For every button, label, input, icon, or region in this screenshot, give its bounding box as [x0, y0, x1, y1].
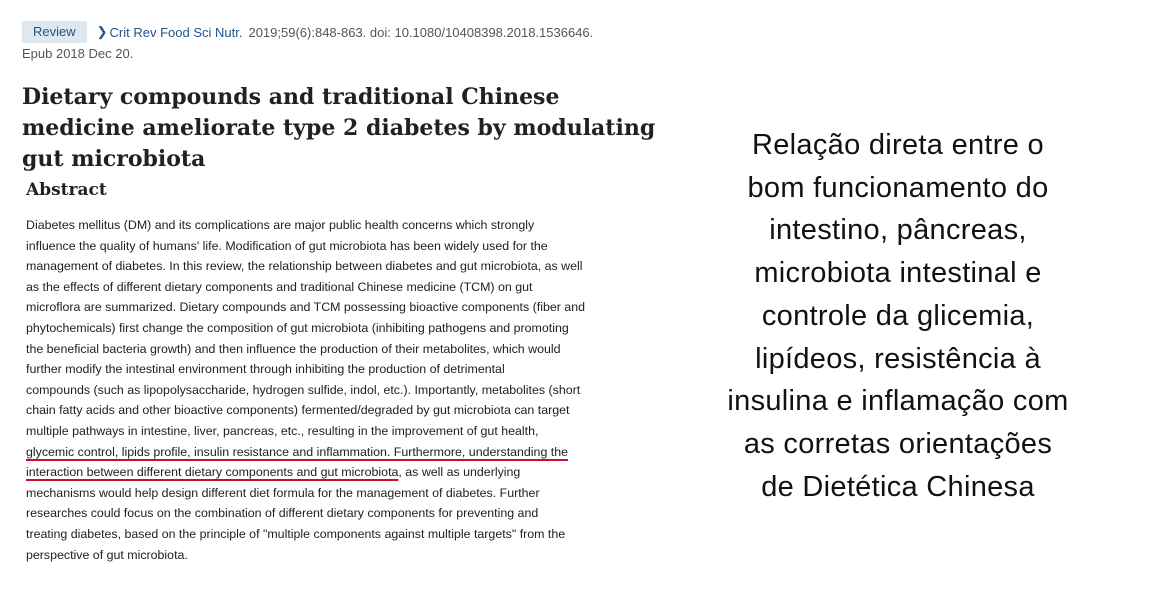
- note-line: de Dietética Chinesa: [761, 470, 1035, 503]
- citation-line: [22, 21, 662, 43]
- abstract-line: chain fatty acids and other bioactive components) fermented/degraded by gut microbiota can target: [26, 403, 570, 418]
- citation: [22, 21, 662, 61]
- highlighted-text: interaction between different dietary components and gut microbiota: [26, 465, 399, 480]
- abstract-line: microflora are summarized. Dietary compounds and TCM possessing bioactive components (fiber and: [26, 300, 585, 315]
- note-line: controle da glicemia,: [761, 299, 1035, 332]
- article-title: Dietary compounds and traditional Chinese medicine ameliorate type 2 diabetes by modulating gut microbiota: [22, 84, 656, 172]
- abstract-line: influence the quality of humans' life. Modification of gut microbiota has been widely used for the: [26, 238, 548, 253]
- abstract-line: the beneficial bacteria growth) and then influence the production of their metabolites, which would: [26, 341, 561, 356]
- abstract-line-rest: , as well as underlying: [398, 465, 521, 480]
- note-line: Relação direta entre o: [752, 129, 1044, 161]
- chevron-right-icon: ❯: [96, 24, 108, 39]
- citation-meta: 2019;59(6):848-863. doi: 10.1080/10408398.2018.1536646.: [248, 24, 594, 40]
- note-line: microbiota intestinal e: [754, 257, 1042, 290]
- note-line: as corretas orientações: [743, 427, 1053, 460]
- abstract-line: phytochemicals) first change the composition of gut microbiota (inhibiting pathogens and promoting: [26, 320, 569, 335]
- note-line: bom funcionamento do: [747, 171, 1049, 204]
- journal-link[interactable]: Crit Rev Food Sci Nutr.: [109, 24, 243, 40]
- note-line: intestino, pâncreas,: [769, 214, 1027, 247]
- abstract-line-highlighted: [26, 462, 648, 483]
- abstract-text: [26, 215, 648, 565]
- abstract-heading: Abstract: [26, 180, 107, 200]
- abstract-line: multiple pathways in intestine, liver, pancreas, etc., resulting in the improvement of gut health,: [26, 423, 539, 438]
- abstract-line-highlighted: [26, 442, 648, 463]
- epub-date: Epub 2018 Dec 20.: [22, 46, 134, 61]
- note-line: insulina e inflamação com: [727, 385, 1069, 418]
- abstract-line: treating diabetes, based on the principle of "multiple components against multiple targets" from the: [26, 526, 566, 541]
- abstract-line: further modify the intestinal environment through inhibiting the production of detrimental: [26, 362, 505, 377]
- abstract-line: management of diabetes. In this review, the relationship between diabetes and gut microbiota, as well: [26, 259, 583, 274]
- annotation-note: [686, 124, 1110, 508]
- abstract-line: mechanisms would help design different diet formula for the management of diabetes. Further: [26, 485, 540, 500]
- review-badge[interactable]: Review: [22, 21, 87, 43]
- abstract-line: perspective of gut microbiota.: [26, 547, 188, 562]
- abstract-line: researches could focus on the combination of different dietary components for preventing and: [26, 506, 539, 521]
- note-line: lipídeos, resistência à: [755, 342, 1041, 375]
- abstract-line: as the effects of different dietary components and traditional Chinese medicine (TCM) on gut: [26, 279, 533, 294]
- abstract-line: Diabetes mellitus (DM) and its complications are major public health concerns which strongly: [26, 218, 535, 232]
- highlighted-text: glycemic control, lipids profile, insulin resistance and inflammation. Furthermore, understanding the: [26, 444, 569, 459]
- abstract-line: compounds (such as lipopolysaccharide, hydrogen sulfide, indol, etc.). Importantly, metabolites (short: [26, 382, 581, 397]
